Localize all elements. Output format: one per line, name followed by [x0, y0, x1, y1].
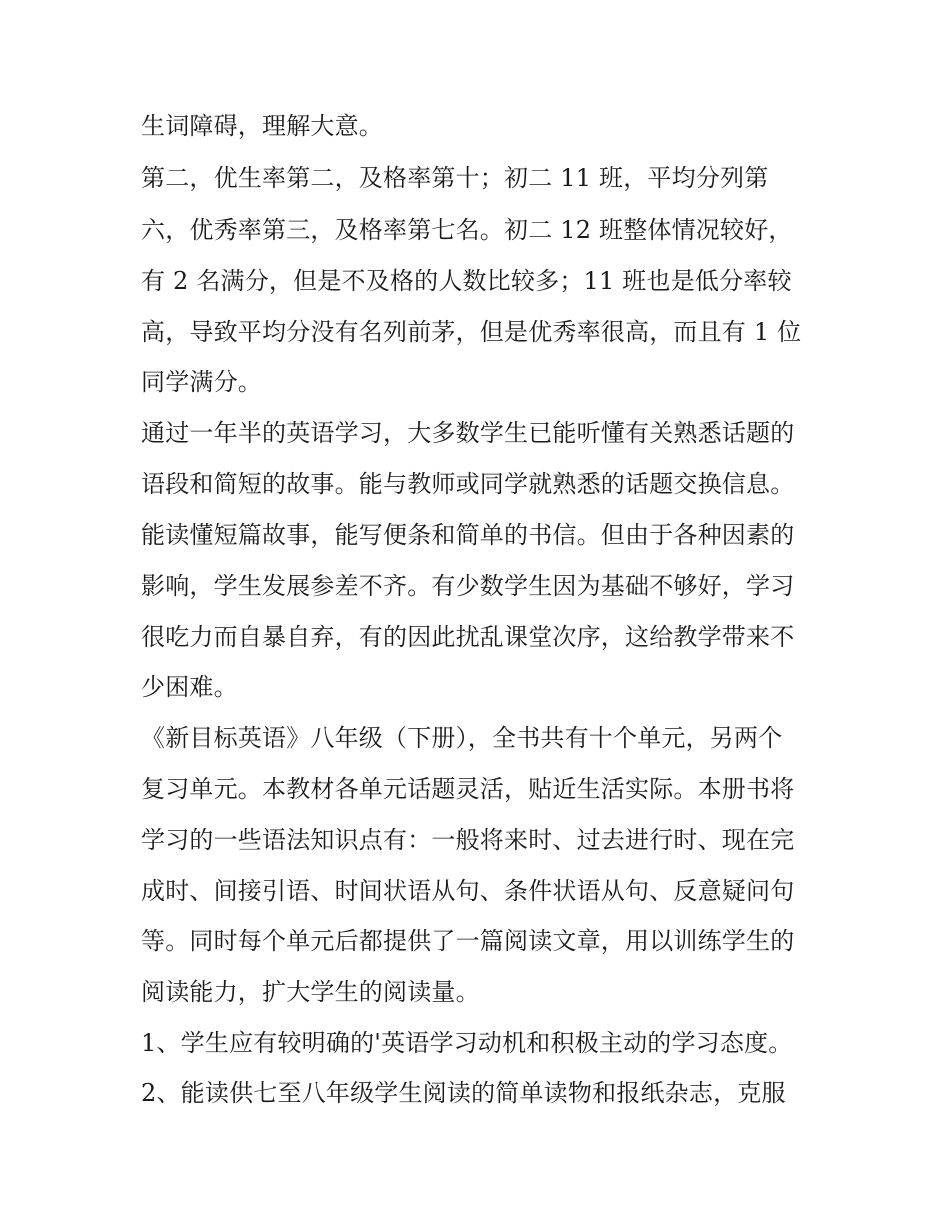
text-line: 1、学生应有较明确的'英语学习动机和积极主动的学习态度。	[141, 1029, 793, 1057]
text-line: 有 2 名满分，但是不及格的人数比较多；11 班也是低分率较	[141, 267, 792, 295]
text-line: 成时、间接引语、时间状语从句、条件状语从句、反意疑问句	[141, 877, 795, 905]
text-line: 高，导致平均分没有名列前茅，但是优秀率很高，而且有 1 位	[141, 318, 802, 346]
text-line: 语段和简短的故事。能与教师或同学就熟悉的话题交换信息。	[141, 470, 795, 498]
text-line: 《新目标英语》八年级（下册），全书共有十个单元，另两个	[141, 724, 783, 752]
text-line: 少困难。	[141, 673, 238, 701]
text-line: 等。同时每个单元后都提供了一篇阅读文章，用以训练学生的	[141, 927, 795, 955]
text-line: 2、能读供七至八年级学生阅读的简单读物和报纸杂志，克服	[141, 1079, 786, 1107]
text-line: 能读懂短篇故事，能写便条和简单的书信。但由于各种因素的	[141, 521, 795, 549]
text-line: 复习单元。本教材各单元话题灵活，贴近生活实际。本册书将	[141, 775, 795, 803]
text-line: 第二，优生率第二，及格率第十；初二 11 班，平均分列第	[141, 164, 769, 192]
text-line: 影响，学生发展参差不齐。有少数学生因为基础不够好，学习	[141, 572, 795, 600]
text-line: 同学满分。	[141, 368, 262, 396]
text-line: 通过一年半的英语学习，大多数学生已能听懂有关熟悉话题的	[141, 419, 795, 447]
text-line: 生词障碍，理解大意。	[141, 112, 383, 140]
text-line: 六，优秀率第三，及格率第七名。初二 12 班整体情况较好，	[141, 216, 793, 244]
text-line: 学习的一些语法知识点有：一般将来时、过去进行时、现在完	[141, 826, 795, 854]
text-line: 阅读能力，扩大学生的阅读量。	[141, 978, 480, 1006]
text-line: 很吃力而自暴自弃，有的因此扰乱课堂次序，这给教学带来不	[141, 623, 795, 651]
